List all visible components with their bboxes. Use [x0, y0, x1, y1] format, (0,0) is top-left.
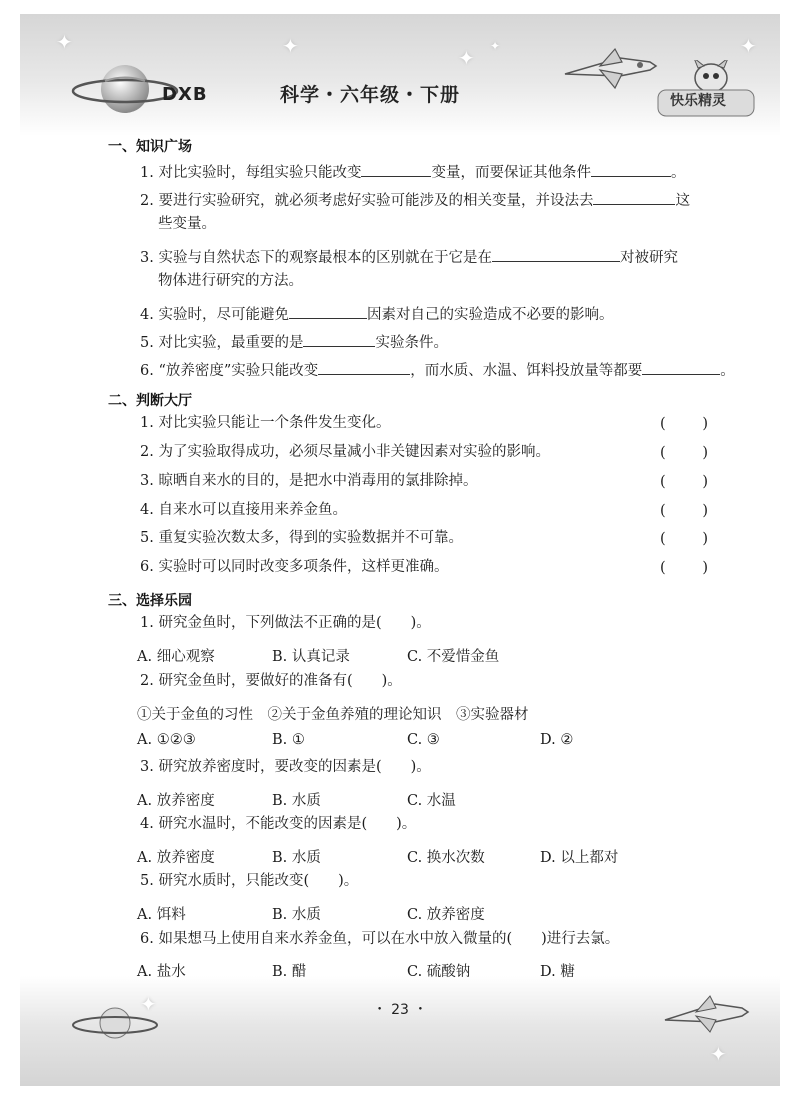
choice-question-5: 5. 研究水质时，只能改变( )。	[140, 873, 359, 889]
choice-option[interactable]: C. 换水次数	[407, 850, 485, 866]
section-title-judgment: 二、判断大厅	[108, 393, 192, 409]
answer-blank[interactable]	[303, 332, 375, 347]
space-shuttle-icon	[560, 44, 660, 94]
choice-question-6: 6. 如果想马上使用自来水养金鱼，可以在水中放入微量的( )进行去氯。	[140, 931, 620, 947]
answer-parentheses[interactable]: ( )	[660, 503, 708, 519]
fill-question-2	[140, 190, 690, 209]
question-text: ，而水质、水温、饵料投放量等都要	[410, 363, 643, 379]
choice-option[interactable]: A. 细心观察	[137, 649, 215, 665]
logo-text: 快乐精灵	[670, 93, 726, 109]
choice-option[interactable]: C. 硫酸钠	[407, 964, 471, 980]
choice-option[interactable]: A. 盐水	[137, 964, 186, 980]
question-text: 4. 实验时，尽可能避免	[140, 307, 289, 323]
star-icon: ✦	[56, 30, 73, 54]
star-icon: ✦	[740, 34, 757, 58]
choice-question-3: 3. 研究放养密度时，要改变的因素是( )。	[140, 759, 431, 775]
worksheet-page	[20, 14, 780, 1086]
choice-option[interactable]: A. 放养密度	[137, 850, 215, 866]
choice-subitems: ①关于金鱼的习性 ②关于金鱼养殖的理论知识 ③实验器材	[137, 707, 529, 723]
choice-option[interactable]: B. 水质	[272, 907, 321, 923]
choice-option[interactable]: C. 不爱惜金鱼	[407, 649, 500, 665]
page-title: 科学・六年级・下册	[280, 84, 461, 106]
choice-question-1: 1. 研究金鱼时，下列做法不正确的是( )。	[140, 615, 431, 631]
question-text: 对被研究	[619, 250, 678, 266]
question-text: 变量，而要保证其他条件	[431, 165, 591, 181]
answer-blank[interactable]	[591, 162, 671, 177]
question-text: 物体进行研究的方法。	[158, 273, 303, 289]
answer-blank[interactable]	[289, 304, 367, 319]
answer-blank[interactable]	[492, 247, 620, 262]
question-text: 。	[670, 165, 686, 181]
choice-option[interactable]: D. 以上都对	[540, 850, 619, 866]
judge-item-1: 1. 对比实验只能让一个条件发生变化。	[140, 415, 391, 431]
answer-blank[interactable]	[642, 360, 720, 375]
choice-option[interactable]: D. 糖	[540, 964, 575, 980]
answer-blank[interactable]	[361, 162, 431, 177]
question-text: 实验条件。	[375, 335, 448, 351]
question-text: 2. 要进行实验研究，就必须考虑好实验可能涉及的相关变量，并设法去	[140, 193, 594, 209]
choice-option[interactable]: B. ①	[272, 732, 305, 748]
choice-option[interactable]: B. 醋	[272, 964, 307, 980]
choice-option[interactable]: C. 放养密度	[407, 907, 485, 923]
question-text: 这	[675, 193, 690, 209]
answer-parentheses[interactable]: ( )	[660, 560, 708, 576]
fill-question-1	[140, 162, 685, 181]
question-text: 。	[720, 363, 735, 379]
section-title-knowledge: 一、知识广场	[108, 139, 192, 155]
section-title-choice: 三、选择乐园	[108, 593, 192, 609]
choice-question-2: 2. 研究金鱼时，要做好的准备有( )。	[140, 673, 402, 689]
choice-option[interactable]: B. 水质	[272, 850, 321, 866]
question-text: 些变量。	[158, 216, 216, 232]
choice-question-4: 4. 研究水温时，不能改变的因素是( )。	[140, 816, 417, 832]
judge-item-3: 3. 晾晒自来水的目的，是把水中消毒用的氯排除掉。	[140, 473, 478, 489]
judge-item-6: 6. 实验时可以同时改变多项条件，这样更准确。	[140, 559, 449, 575]
fill-question-4	[140, 304, 613, 323]
choice-option[interactable]: C. 水温	[407, 793, 456, 809]
choice-option[interactable]: B. 水质	[272, 793, 321, 809]
answer-parentheses[interactable]: ( )	[660, 474, 708, 490]
fill-question-5	[140, 332, 448, 351]
judge-item-5: 5. 重复实验次数太多，得到的实验数据并不可靠。	[140, 530, 463, 546]
book-code: DXB	[162, 84, 208, 105]
question-text: 3. 实验与自然状态下的观察最根本的区别就在于它是在	[140, 250, 492, 266]
fill-question-6	[140, 360, 735, 379]
choice-option[interactable]: A. ①②③	[137, 732, 196, 748]
choice-option[interactable]: D. ②	[540, 732, 574, 748]
choice-option[interactable]: C. ③	[407, 732, 440, 748]
question-text: 因素对自己的实验造成不必要的影响。	[366, 307, 614, 323]
star-icon: ✦	[710, 1042, 727, 1066]
fill-question-3	[140, 247, 678, 266]
choice-option[interactable]: A. 放养密度	[137, 793, 215, 809]
answer-blank[interactable]	[593, 190, 675, 205]
question-text: 5. 对比实验，最重要的是	[140, 335, 304, 351]
answer-parentheses[interactable]: ( )	[660, 416, 708, 432]
question-text: 1. 对比实验时，每组实验只能改变	[140, 165, 362, 181]
choice-option[interactable]: B. 认真记录	[272, 649, 350, 665]
choice-option[interactable]: A. 饵料	[137, 907, 186, 923]
star-icon: ✦	[282, 34, 299, 58]
judge-item-4: 4. 自来水可以直接用来养金鱼。	[140, 502, 347, 518]
answer-parentheses[interactable]: ( )	[660, 445, 708, 461]
judge-item-2: 2. 为了实验取得成功，必须尽量减小非关键因素对实验的影响。	[140, 444, 550, 460]
star-icon: ✦	[490, 39, 501, 53]
star-icon: ✦	[140, 992, 157, 1016]
answer-blank[interactable]	[318, 360, 410, 375]
star-icon: ✦	[458, 46, 475, 70]
answer-parentheses[interactable]: ( )	[660, 531, 708, 547]
page-number: ・ 23 ・	[372, 1002, 428, 1018]
question-text: 6. “放养密度”实验只能改变	[140, 363, 319, 379]
